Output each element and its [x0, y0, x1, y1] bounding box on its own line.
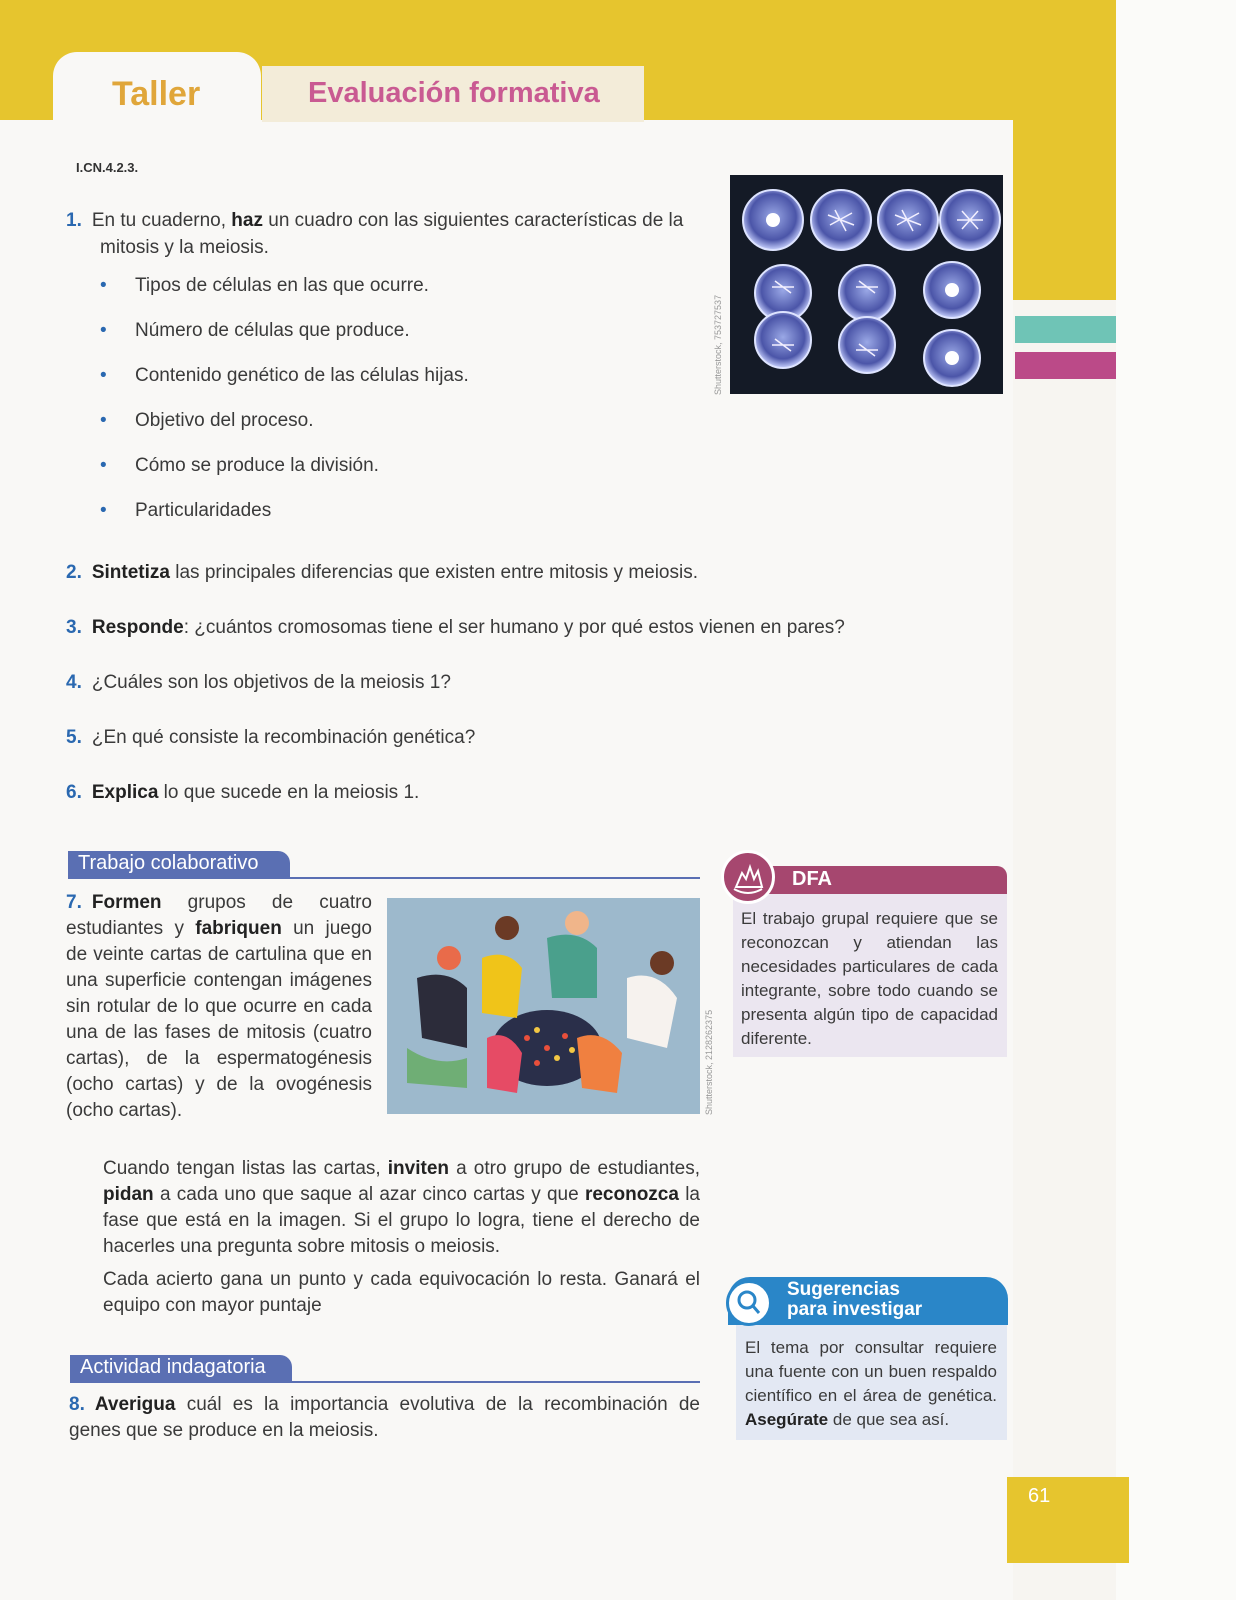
- section-title: Evaluación formativa: [308, 77, 600, 109]
- search-icon: [726, 1280, 772, 1326]
- question-1-line2: mitosis y la meiosis.: [100, 237, 269, 258]
- right-color-strip: [1013, 0, 1116, 300]
- list-item: • Número de células que produce.: [100, 317, 469, 362]
- question-5: 5. ¿En qué consiste la recombinación genética?: [66, 727, 476, 748]
- question-2: 2. Sintetiza las principales diferencias que existen entre mitosis y meiosis.: [66, 562, 698, 583]
- question-number: 3.: [66, 617, 82, 638]
- question-number: 4.: [66, 672, 82, 693]
- question-4: 4. ¿Cuáles son los objetivos de la meiosis 1?: [66, 672, 451, 693]
- list-item: • Tipos de células en las que ocurre.: [100, 272, 469, 317]
- characteristics-list: [100, 272, 469, 542]
- question-8: 8. Averigua cuál es la importancia evolutiva de la recombinación de genes que se produce en la meiosis.: [69, 1394, 700, 1441]
- suggestions-text: El tema por consultar requiere una fuente con un buen respaldo científico en el área de genética. Asegúrate de que sea así.: [745, 1338, 997, 1429]
- divider: [70, 1381, 700, 1383]
- suggestions-subtitle: para investigar: [787, 1299, 923, 1320]
- page-number-box: [1007, 1477, 1129, 1563]
- question-number: 8.: [69, 1394, 85, 1415]
- question-6: 6. Explica lo que sucede en la meiosis 1.: [66, 782, 420, 803]
- question-7: 7. Formen grupos de cuatro estudiantes y fabriquen un juego de veinte cartas de cartulina que en una superficie contengan imágenes sin rotular de lo que ocurre en cada una de las fases de mitosis (cuatro cartas), de la espermatogénesis (ocho cartas) y de la ovogénesis (ocho cartas).: [66, 892, 372, 1121]
- question-number: 2.: [66, 562, 82, 583]
- dfa-text: El trabajo grupal requiere que se reconozcan y atiendan las necesidades particulares de cada integrante, sobre todo cuando se presenta algún tipo de capacidad diferente.: [741, 909, 998, 1048]
- suggestions-title: Sugerencias: [787, 1279, 900, 1300]
- question-number: 6.: [66, 782, 82, 803]
- list-item: • Contenido genético de las células hijas.: [100, 362, 469, 407]
- teal-accent-bar: [1015, 316, 1116, 343]
- page-number: 61: [1028, 1485, 1051, 1507]
- list-item: • Objetivo del proceso.: [100, 407, 469, 452]
- cell-division-image: [730, 175, 1003, 394]
- indicator-code: I.CN.4.2.3.: [76, 160, 139, 175]
- question-number: 1.: [66, 210, 82, 231]
- question-3: 3. Responde: ¿cuántos cromosomas tiene el ser humano y por qué estos vienen en pares?: [66, 617, 845, 638]
- taller-label: Taller: [112, 75, 201, 113]
- collab-paragraph-2: Cuando tengan listas las cartas, inviten a otro grupo de estudiantes, pidan a cada uno que saque al azar cinco cartas y que reconozca la fase que está en la imagen. Si el grupo lo logra, tiene el derecho de hacerles una pregunta sobre mitosis o meiosis.: [103, 1158, 700, 1257]
- students-playing-image: [387, 898, 700, 1114]
- image-credit: Shutterstock, 2128262375: [704, 1009, 714, 1115]
- question-number: 7.: [66, 892, 82, 913]
- dfa-title: DFA: [760, 866, 1007, 894]
- list-item: • Particularidades: [100, 497, 469, 542]
- image-credit: Shutterstock, 753727537: [713, 294, 723, 395]
- divider: [68, 877, 700, 879]
- page-margin: [1116, 0, 1236, 1600]
- inquiry-heading: Actividad indagatoria: [70, 1355, 292, 1383]
- question-number: 5.: [66, 727, 82, 748]
- question-1: 1. En tu cuaderno, haz un cuadro con las siguientes características de la: [66, 210, 684, 231]
- hands-icon: [721, 850, 775, 904]
- list-item: • Cómo se produce la división.: [100, 452, 469, 497]
- collab-heading: Trabajo colaborativo: [68, 851, 290, 879]
- collab-paragraph-3: Cada acierto gana un punto y cada equivocación lo resta. Ganará el equipo con mayor puntaje: [103, 1269, 700, 1316]
- pink-accent-bar: [1015, 352, 1116, 379]
